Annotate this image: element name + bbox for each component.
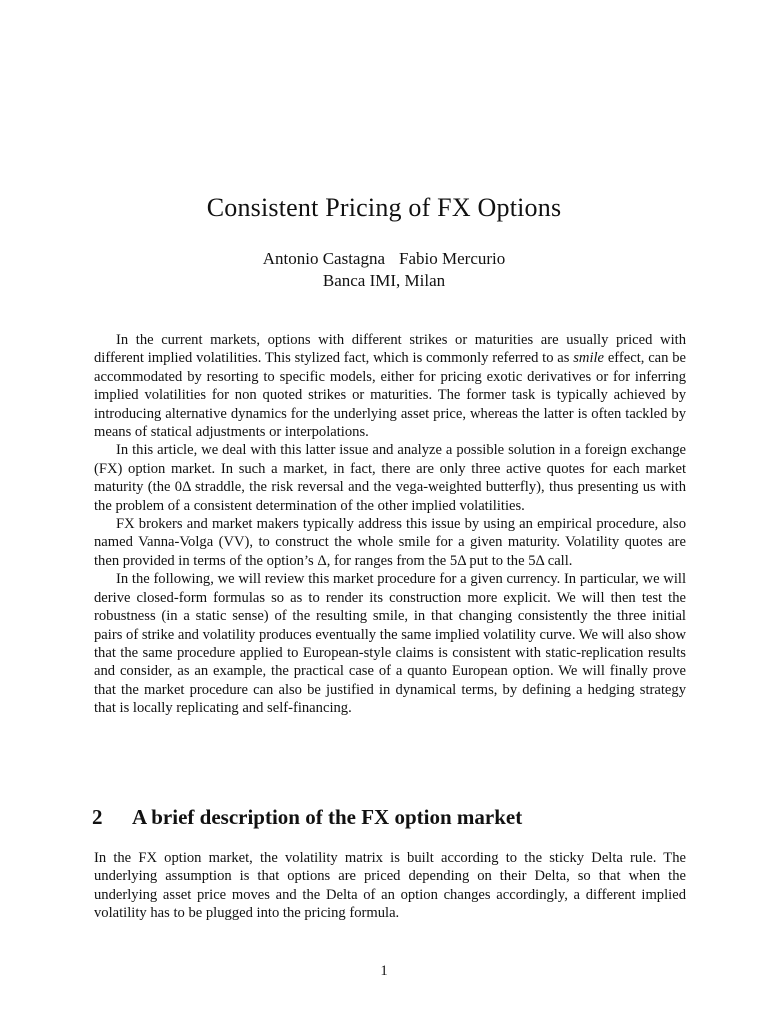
abstract-paragraph: In the following, we will review this market procedure for a given currency. In particular, we will derive closed-form formulas so as to render its construction more explicit. We will then test the robustness (in a static sense) of the resulting smile, in that changing consistently the three initial pairs of strike and volatility produces eventually the same implied volatility curve. We will also show that the same procedure applied to European-style claims is consistent with static-replication results and consider, as an example, the practical case of a quanto European option. We will finally prove that the market procedure can also be justified in dynamical terms, by defining a hedging strategy that is locally replicating and self-financing. bbox=[94, 571, 686, 717]
paragraph-text: effect, can be accommodated by resorting to specific models, either for pricing exotic derivatives or for inferring implied volatilities for non quoted strikes or maturities. The former task is typically achieved by introducing alternative dynamics for the underlying asset price, whereas the latter is often tackled by means of statical adjustments or interpolations. bbox=[94, 350, 686, 441]
author-affiliation: Banca IMI, Milan bbox=[322, 271, 446, 290]
author-name: Antonio Castagna bbox=[262, 249, 386, 268]
abstract bbox=[94, 331, 686, 718]
author-block bbox=[0, 248, 768, 292]
body-paragraph: In the FX option market, the volatility matrix is built according to the sticky Delta rule. The underlying assumption is that options are priced depending on their Delta, so that when the underlying asset price moves and the Delta of an option changes accordingly, a different implied volatility has to be plugged into the pricing formula. bbox=[94, 850, 686, 922]
paragraph-text: In the current markets, options with different strikes or maturities are usually priced with different implied volatilities. This stylized fact, which is commonly referred to as bbox=[94, 332, 686, 367]
paper-title: Consistent Pricing of FX Options bbox=[206, 193, 562, 222]
abstract-paragraph: FX brokers and market makers typically address this issue by using an empirical procedure, also named Vanna-Volga (VV), to construct the whole smile for a given maturity. Volatility quotes are then provided in terms of the option’s Δ, for ranges from the 5Δ put to the 5Δ call. bbox=[94, 516, 686, 569]
abstract-paragraph: In this article, we deal with this latter issue and analyze a possible solution in a foreign exchange (FX) option market. In such a market, in fact, there are only three active quotes for each market maturity (the 0Δ straddle, the risk reversal and the vega-weighted butterfly), thus presenting us with the problem of a consistent determination of the other implied volatilities. bbox=[94, 442, 686, 514]
emphasized-text: smile bbox=[573, 350, 605, 367]
section-number: 2 bbox=[92, 805, 103, 829]
author-name: Fabio Mercurio bbox=[399, 249, 506, 268]
author-line bbox=[0, 248, 768, 270]
section-heading bbox=[92, 805, 692, 830]
section-body bbox=[94, 849, 686, 923]
page-number: 1 bbox=[380, 963, 388, 979]
abstract-paragraph bbox=[94, 331, 686, 441]
section-title: A brief description of the FX option market bbox=[132, 805, 523, 829]
